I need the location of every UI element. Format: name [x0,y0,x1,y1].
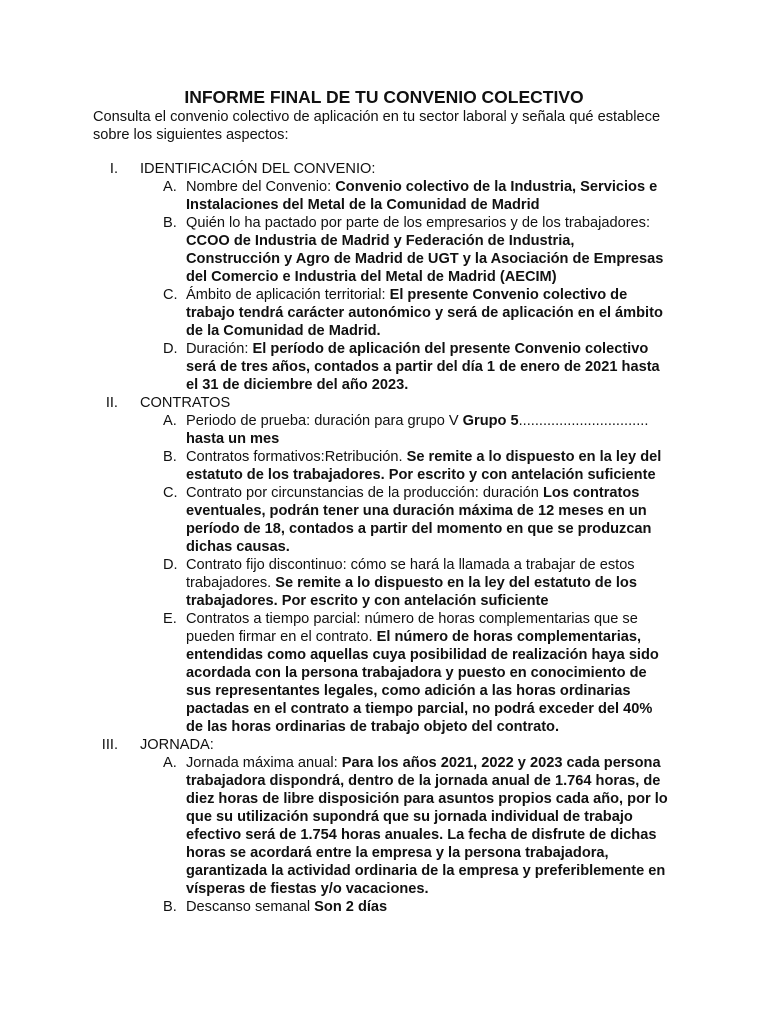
list-item [0,286,672,340]
list-item [0,610,672,736]
section-number: III. [101,737,118,753]
item-answer: El período de aplicación del presente Convenio colectivo será de tres años, contados a partir del día 1 de enero de 2021 hasta el 31 de diciembre del año 2023. [186,341,660,393]
item-answer: CCOO de Industria de Madrid y Federación de Industria, Construcción y Agro de Madrid de UGT y la Asociación de Empresas del Comercio e Industria del Metal de Madrid (AECIM) [186,233,664,285]
item-letter: A. [163,755,177,771]
item-question: Ámbito de aplicación territorial: [186,287,390,303]
section-title: IDENTIFICACIÓN DEL CONVENIO: [140,161,376,177]
item-answer: El presente Convenio colectivo de trabajo tendrá carácter autonómico y será de aplicación en el ámbito de la Comunidad de Madrid. [186,287,663,339]
section [0,736,768,916]
section-number: I. [109,161,118,177]
item-answer: Para los años 2021, 2022 y 2023 cada persona trabajadora dispondrá, dentro de la jornada anual de 1.764 horas, de diez horas de libre disposición para asuntos propios cada año, por lo que su utilización supondrá que su jornada individual de trabajo efectivo será de 1.754 horas anuales. La fecha de disfrute de dichas horas se acordará entre la empresa y la persona trabajadora, garantizada la actividad ordinaria de la empresa y preferiblemente en vísperas de fiestas y/o vacaciones. [186,755,668,897]
section-heading [0,736,768,754]
item-question: Periodo de prueba: duración para grupo V [186,413,463,429]
item-question: Contratos formativos:Retribución. [186,449,407,465]
document-title: INFORME FINAL DE TU CONVENIO COLECTIVO [184,87,584,107]
item-letter: A. [163,413,177,429]
list-item [0,448,672,484]
section-heading [0,394,768,412]
item-answer-extra: hasta un mes [186,431,280,447]
item-answer: Convenio colectivo de la Industria, Servicios e Instalaciones del Metal de la Comunidad de Madrid [186,179,658,213]
list-item [0,340,672,394]
item-answer: Se remite a lo dispuesto en la ley del estatuto de los trabajadores. Por escrito y con antelación suficiente [186,449,662,483]
section [0,394,768,736]
list-item [0,898,672,916]
item-answer: Grupo 5 [462,413,519,429]
item-letter: A. [163,179,177,195]
list-item [0,412,672,448]
item-question: Nombre del Convenio: [186,179,336,195]
document-intro: Consulta el convenio colectivo de aplicación en tu sector laboral y señala qué establece sobre los siguientes aspectos: [93,109,661,143]
item-letter: D. [163,341,178,357]
item-question: Contrato por circunstancias de la producción: duración [186,485,543,501]
list-item [0,214,672,286]
item-answer: Se remite a lo dispuesto en la ley del estatuto de los trabajadores. Por escrito y con antelación suficiente [186,575,637,609]
section-number: II. [105,395,118,411]
sections-list [0,160,768,916]
item-answer: Los contratos eventuales, podrán tener una duración máxima de 12 meses en un período de 18, contados a partir del momento en que se produzcan dichas causas. [186,485,652,555]
item-question: Quién lo ha pactado por parte de los empresarios y de los trabajadores: [186,215,651,231]
item-question-extra: ................................ [518,413,649,429]
item-letter: B. [163,899,177,915]
item-answer: Son 2 días [314,899,388,915]
item-letter: C. [163,287,178,303]
item-letter: B. [163,449,177,465]
section-heading [0,160,768,178]
item-letter: D. [163,557,178,573]
list-item [0,484,672,556]
item-letter: C. [163,485,178,501]
item-question: Contratos a tiempo parcial: número de horas complementarias que se pueden firmar en el contrato. [186,611,638,645]
item-answer: El número de horas complementarias, entendidas como aquellas cuya posibilidad de realización haya sido acordada con la persona trabajadora y puesto en conocimiento de sus representantes legales, como adición a las horas ordinarias pactadas en el contrato a tiempo parcial, no podrá exceder del 40% de las horas ordinarias de trabajo objeto del contrato. [186,629,659,735]
list-item [0,754,672,898]
section-title: CONTRATOS [140,395,231,411]
list-item [0,556,672,610]
item-question: Descanso semanal [186,899,315,915]
item-question: Contrato fijo discontinuo: cómo se hará la llamada a trabajar de estos trabajadores. [186,557,635,591]
item-letter: E. [163,611,177,627]
section [0,160,768,394]
list-item [0,178,672,214]
section-title: JORNADA: [140,737,214,753]
item-letter: B. [163,215,177,231]
item-question: Duración: [186,341,253,357]
item-question: Jornada máxima anual: [186,755,342,771]
